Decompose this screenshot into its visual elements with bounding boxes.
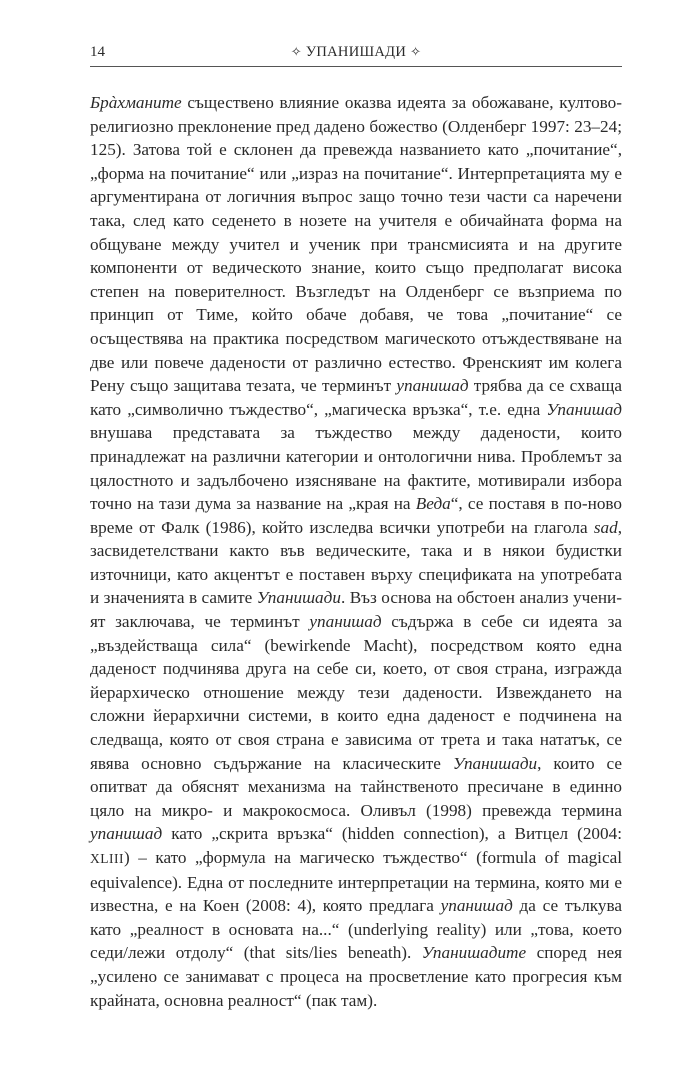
term-italic: упанишад [396,376,469,396]
term-italic: sad [593,517,618,537]
text-run: съдържа в себе си идеята за „въздействаща сила“ (bewirkende Macht), посредством която една даденост подчинява друга на себе си, което, от своя страна, изгражда йерархическо отношение между тези дадености. Извеждането на сложни йерархични системи, в които една даденост е подчинена на следваща, която от своя страна е зависима от трета и така нататък, се явява основно съдържание на класическите [90,612,623,773]
term-italic: Веда [415,494,451,514]
text-run: като „скрита връзка“ (hidden connection), а Витцел (2004: [162,824,622,844]
text-run: “, се поставя в по-ново време от Фалк (1986), който изследва всички употреби на глагола [90,494,623,537]
text-run: , които се опитват да обяснят механизма на тайнственото пресичане в единно цяло на микро- и макрокосмоса. Оливъл (1998) превежда термина [90,753,622,820]
term-italic: Упанишади [256,588,341,608]
roman-numeral: XLIII [90,851,124,866]
text-run: , засвидетелствани както във ведическите, така и в някои будистки източници, като акцентът е поставен върху спецификата на употребата и значенията в самите [90,517,622,608]
running-title [90,44,622,61]
running-title-text: УПАНИШАДИ [305,44,407,60]
term-italic: Упанишад [546,399,622,419]
ornament-left-icon: ✧ [290,45,302,60]
text-run: да се тълкува като „реалност в основата на...“ (underlying reality) или „това, което седи/лежи отдолу“ (that sits/lies beneath). [90,896,622,963]
term-italic: Упанишади [452,753,538,773]
book-page [90,42,622,1012]
text-run: внушава представата за тъждество между дадености, които принадлежат на различни категории и онтологични нива. Проблемът за цялостното и задълбочено изясняване на фактите, мотивирали избора точно на тази дума за название на „края на [90,423,622,514]
term-italic: Брàхманите [90,93,182,112]
term-italic: упанишад [309,612,382,632]
page-number: 14 [90,44,105,60]
text-run: трябва да се схваща като „символично тъждество“, „магическа връзка“, т.е. една [90,376,623,419]
paragraph [90,91,622,1012]
term-italic: упанишад [90,824,163,844]
text-run: според нея „усилено се занимават с процеса на просветление като прогресия към крайната, основна реалност“ (пак там). [90,943,622,1010]
body-text [90,91,622,1012]
text-run: ) – като „формула на магическо тъждество“ (formula of magical equivalence). Една от последните интерпретации на термина, която ми е известна, е на Коен (2008: 4), която предлага [90,848,622,916]
text-run: . Въз основа на обстоен анализ ученият заключава, че терминът [90,588,622,632]
text-run: съществено влияние оказва идеята за обожаване, култово-религиозно преклонение пред дадено божество (Олденберг 1997: 23–24; 125). Затова той е склонен да превежда названието като „почитание“, „форма на почитание“ или „израз на почитание“. Интерпретацията му е аргументирана от логичния въпрос защо точно тези части са наречени така, след като седенето в нозете на учителя е обичайната форма на общуване между учител и ученик при трансмисията и на другите компоненти от ведическото знание, които също предполагат висока степен на поверителност. Възгледът на Олденберг се възприема по принцип от Тиме, който обаче добавя, че това „почитание“ се осъществява на практика посредством магическото отъждествяване на две или повече дадености от различно естество. Френският им колега Рену също защитава тезата, че терминът [90,93,622,396]
term-italic: Упанишадите [421,943,527,963]
ornament-right-icon: ✧ [410,45,422,60]
term-italic: упанишад [440,896,513,916]
running-header [90,42,622,67]
